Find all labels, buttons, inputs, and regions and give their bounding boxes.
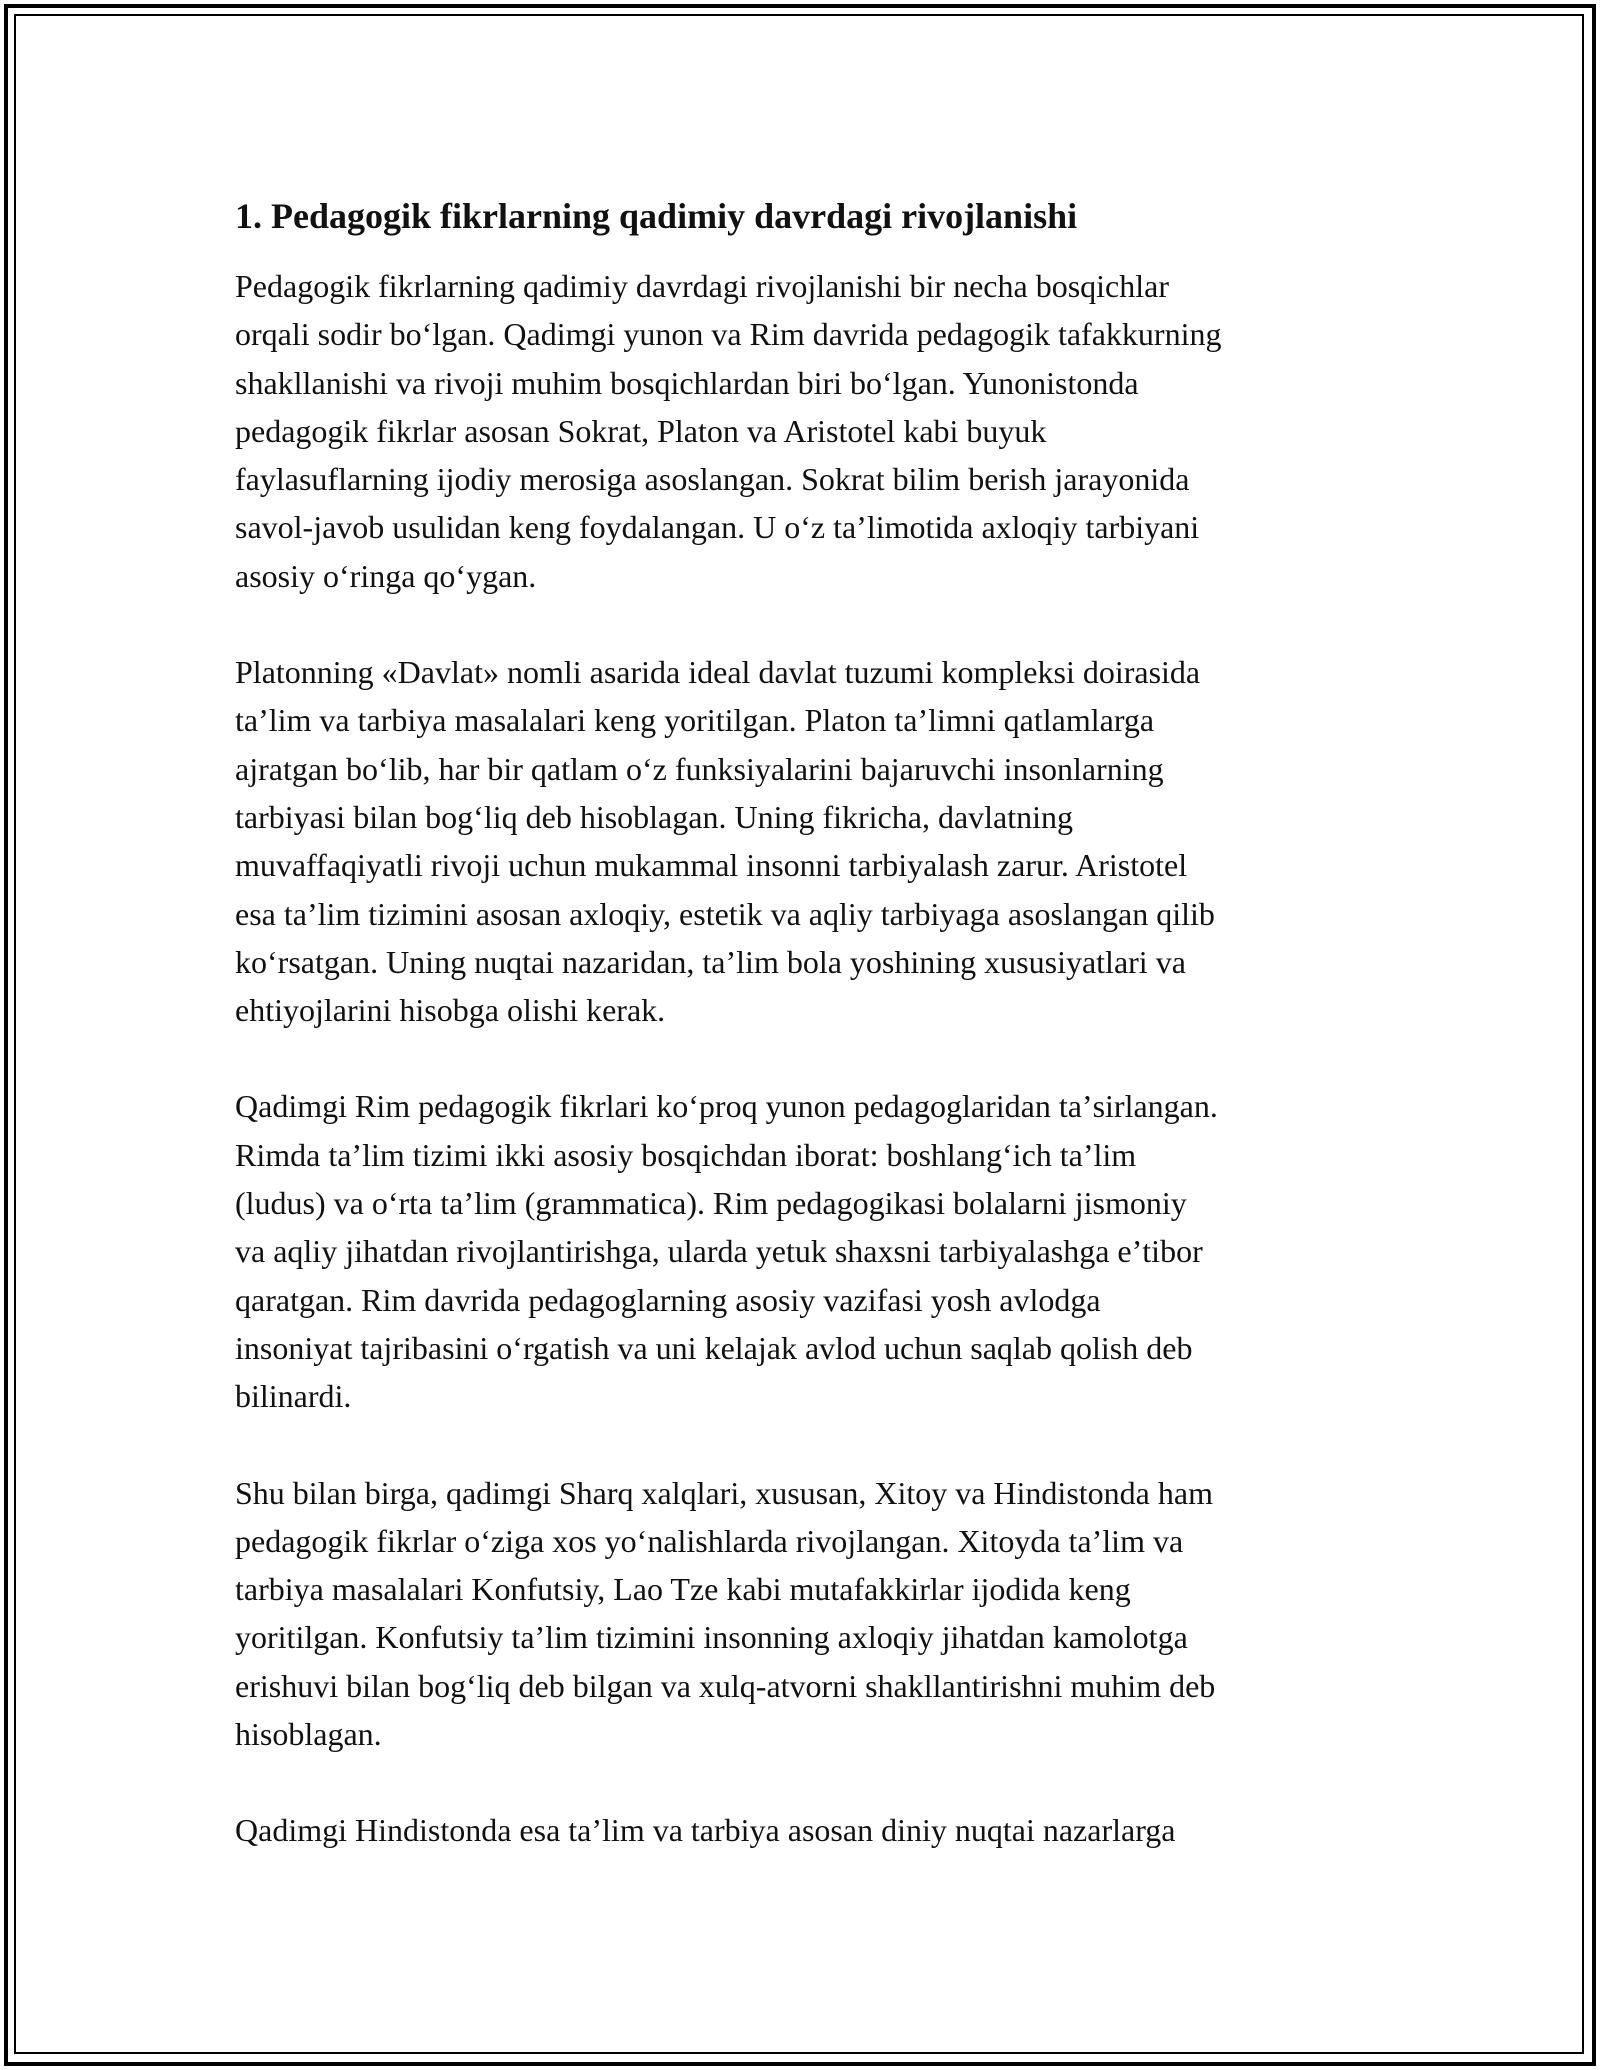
paragraph-5: Qadimgi Hindistonda esa taʼlim va tarbiya asosan diniy nuqtai nazarlarga xyxy=(235,1812,1176,1849)
section-heading: 1. Pedagogik fikrlarning qadimiy davrdagi rivojlanishi xyxy=(235,196,1078,236)
paragraph-3: Qadimgi Rim pedagogik fikrlari koʻproq yunon pedagoglaridan taʼsirlangan. Rimda taʼlim tizimi ikki asosiy bosqichdan iborat: boshlangʻich taʼlim (ludus) va oʻrta taʼlim (grammatica). Rim pedagogikasi bolalarni jismoniy va aqliy jihatdan rivojlantirishga, ularda yetuk shaxsni tarbiyalashga eʼtibor qaratgan. Rim davrida pedagoglarning asosiy vazifasi yosh avlodga insoniyat tajribasini oʻrgatish va uni kelajak avlod uchun saqlab qolish deb bilinardi. xyxy=(235,1088,1218,1415)
document-body xyxy=(235,190,1375,1903)
paragraph-2: Platonning «Davlat» nomli asarida ideal davlat tuzumi kompleksi doirasida taʼlim va tarbiya masalalari keng yoritilgan. Platon taʼlimni qatlamlarga ajratgan boʻlib, har bir qatlam oʻz funksiyalarini bajaruvchi insonlarning tarbiyasi bilan bogʻliq deb hisoblagan. Uning fikricha, davlatning muvaffaqiyatli rivoji uchun mukammal insonni tarbiyalash zarur. Aristotel esa taʼlim tizimini asosan axloqiy, estetik va aqliy tarbiyaga asoslangan qilib koʻrsatgan. Uning nuqtai nazaridan, taʼlim bola yoshining xususiyatlari va ehtiyojlarini hisobga olishi kerak. xyxy=(235,654,1215,1029)
paragraph-4: Shu bilan birga, qadimgi Sharq xalqlari, xususan, Xitoy va Hindistonda ham pedagogik fikrlar oʻziga xos yoʻnalishlarda rivojlangan. Xitoyda taʼlim va tarbiya masalalari Konfutsiy, Lao Tze kabi mutafakkirlar ijodida keng yoritilgan. Konfutsiy taʼlim tizimini insonning axloqiy jihatdan kamolotga erishuvi bilan bogʻliq deb bilgan va xulq-atvorni shakllantirishni muhim deb hisoblagan. xyxy=(235,1474,1216,1753)
paragraph-1: Pedagogik fikrlarning qadimiy davrdagi rivojlanishi bir necha bosqichlar orqali sodir boʻlgan. Qadimgi yunon va Rim davrida pedagogik tafakkurning shakllanishi va rivoji muhim bosqichlardan biri boʻlgan. Yunonistonda pedagogik fikrlar asosan Sokrat, Platon va Aristotel kabi buyuk faylasuflarning ijodiy merosiga asoslangan. Sokrat bilim berish jarayonida savol-javob usulidan keng foydalangan. U oʻz taʼlimotida axloqiy tarbiyani asosiy oʻringa qoʻygan. xyxy=(235,268,1222,594)
